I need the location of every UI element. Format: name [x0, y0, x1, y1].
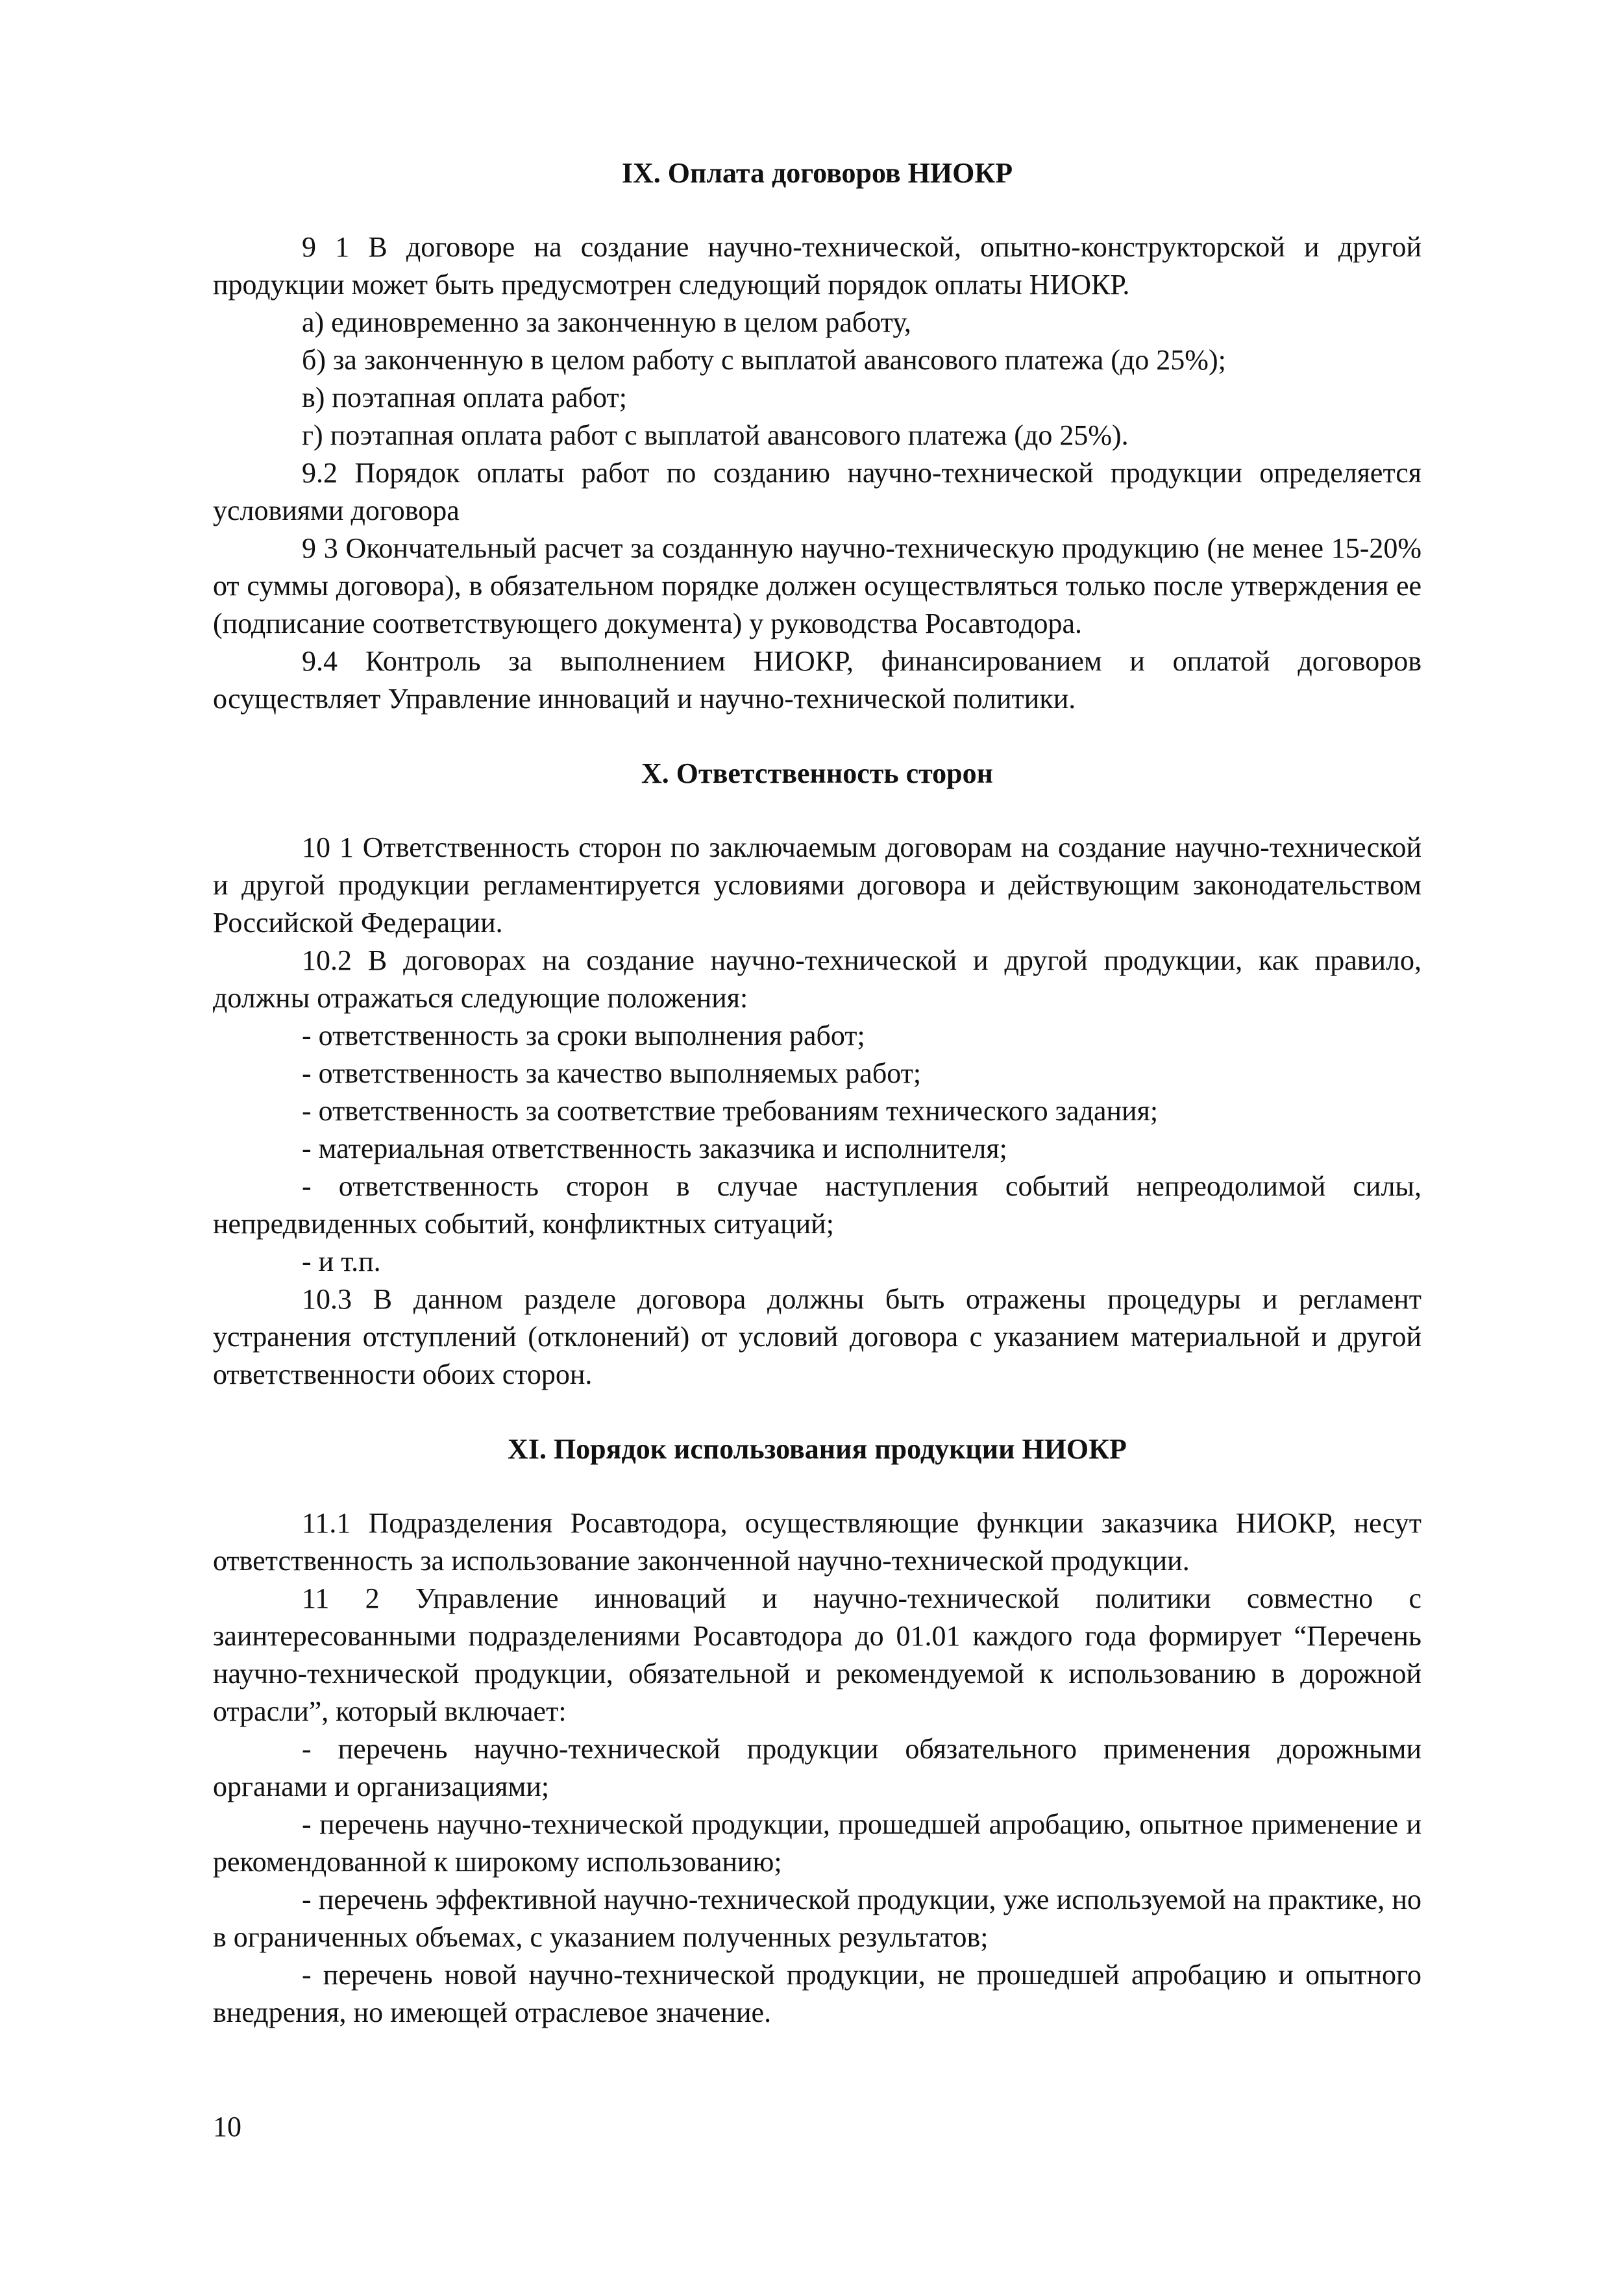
list-item: - ответственность сторон в случае наступления событий непреодолимой силы, непредвиденных событий, конфликтных ситуаций;: [213, 1170, 1421, 1240]
paragraph: 9.2 Порядок оплаты работ по созданию научно-технической продукции определяется условиями договора: [213, 457, 1421, 526]
section-x: [213, 755, 1421, 1394]
section-ix: [213, 154, 1421, 718]
list-item: - ответственность за сроки выполнения работ;: [302, 1020, 865, 1051]
paragraph: 10 1 Ответственность сторон по заключаемым договорам на создание научно-технической и другой продукции регламентируется условиями договора и действующим законодательством Российской Федерации.: [213, 831, 1421, 939]
section-xi: [213, 1431, 1421, 2032]
section-heading: IX. Оплата договоров НИОКР: [621, 157, 1013, 189]
paragraph: 10.3 В данном разделе договора должны быть отражены процедуры и регламент устранения отступлений (отклонений) от условий договора с указанием материальной и другой ответственности обоих сторон.: [213, 1283, 1421, 1390]
section-heading: X. Ответственность сторон: [641, 757, 993, 789]
paragraph: 11 2 Управление инноваций и научно-технической политики совместно с заинтересованными подразделениями Росавтодора до 01.01 каждого года формирует “Перечень научно-технической продукции, обязательной и рекомендуемой к использованию в дорожной отрасли”, который включает:: [213, 1582, 1421, 1727]
list-item: - перечень эффективной научно-технической продукции, уже используемой на практике, но в ограниченных объемах, с указанием полученных результатов;: [213, 1884, 1421, 1953]
list-item: б) за законченную в целом работу с выплатой авансового платежа (до 25%);: [302, 344, 1226, 376]
list-item: - материальная ответственность заказчика и исполнителя;: [302, 1133, 1007, 1164]
paragraph: 9 1 В договоре на создание научно-технической, опытно-конструкторской и другой продукции может быть предусмотрен следующий порядок оплаты НИОКР.: [213, 231, 1421, 301]
list-item: - перечень научно-технической продукции, прошедшей апробацию, опытное применение и рекомендованной к широкому использованию;: [213, 1808, 1421, 1878]
paragraph: 9.4 Контроль за выполнением НИОКР, финансированием и оплатой договоров осуществляет Управление инноваций и научно-технической политики.: [213, 645, 1421, 715]
list-item: - перечень новой научно-технической продукции, не прошедшей апробацию и опытного внедрения, но имеющей отраслевое значение.: [213, 1959, 1421, 2028]
section-heading: XI. Порядок использования продукции НИОКР: [508, 1433, 1127, 1465]
list-item: в) поэтапная оплата работ;: [302, 382, 627, 413]
list-item: - перечень научно-технической продукции обязательного применения дорожными органами и организациями;: [213, 1733, 1421, 1802]
page-content: [213, 154, 1421, 2032]
list-item: а) единовременно за законченную в целом работу,: [302, 306, 911, 338]
list-item: - и т.п.: [302, 1246, 381, 1277]
paragraph: 10.2 В договорах на создание научно-технической и другой продукции, как правило, должны отражаться следующие положения:: [213, 944, 1421, 1014]
list-item: - ответственность за соответствие требованиям технического задания;: [302, 1095, 1159, 1127]
paragraph: 11.1 Подразделения Росавтодора, осуществляющие функции заказчика НИОКР, несут ответственность за использование законченной научно-технической продукции.: [213, 1507, 1421, 1577]
page-number: 10: [213, 2111, 241, 2143]
list-item: - ответственность за качество выполняемых работ;: [302, 1057, 922, 1089]
list-item: г) поэтапная оплата работ с выплатой авансового платежа (до 25%).: [302, 419, 1129, 451]
paragraph: 9 3 Окончательный расчет за созданную научно-техническую продукцию (не менее 15-20% от суммы договора), в обязательном порядке должен осуществляться только после утверждения ее (подписание соответствующего документа) у руководства Росавтодора.: [213, 532, 1421, 639]
